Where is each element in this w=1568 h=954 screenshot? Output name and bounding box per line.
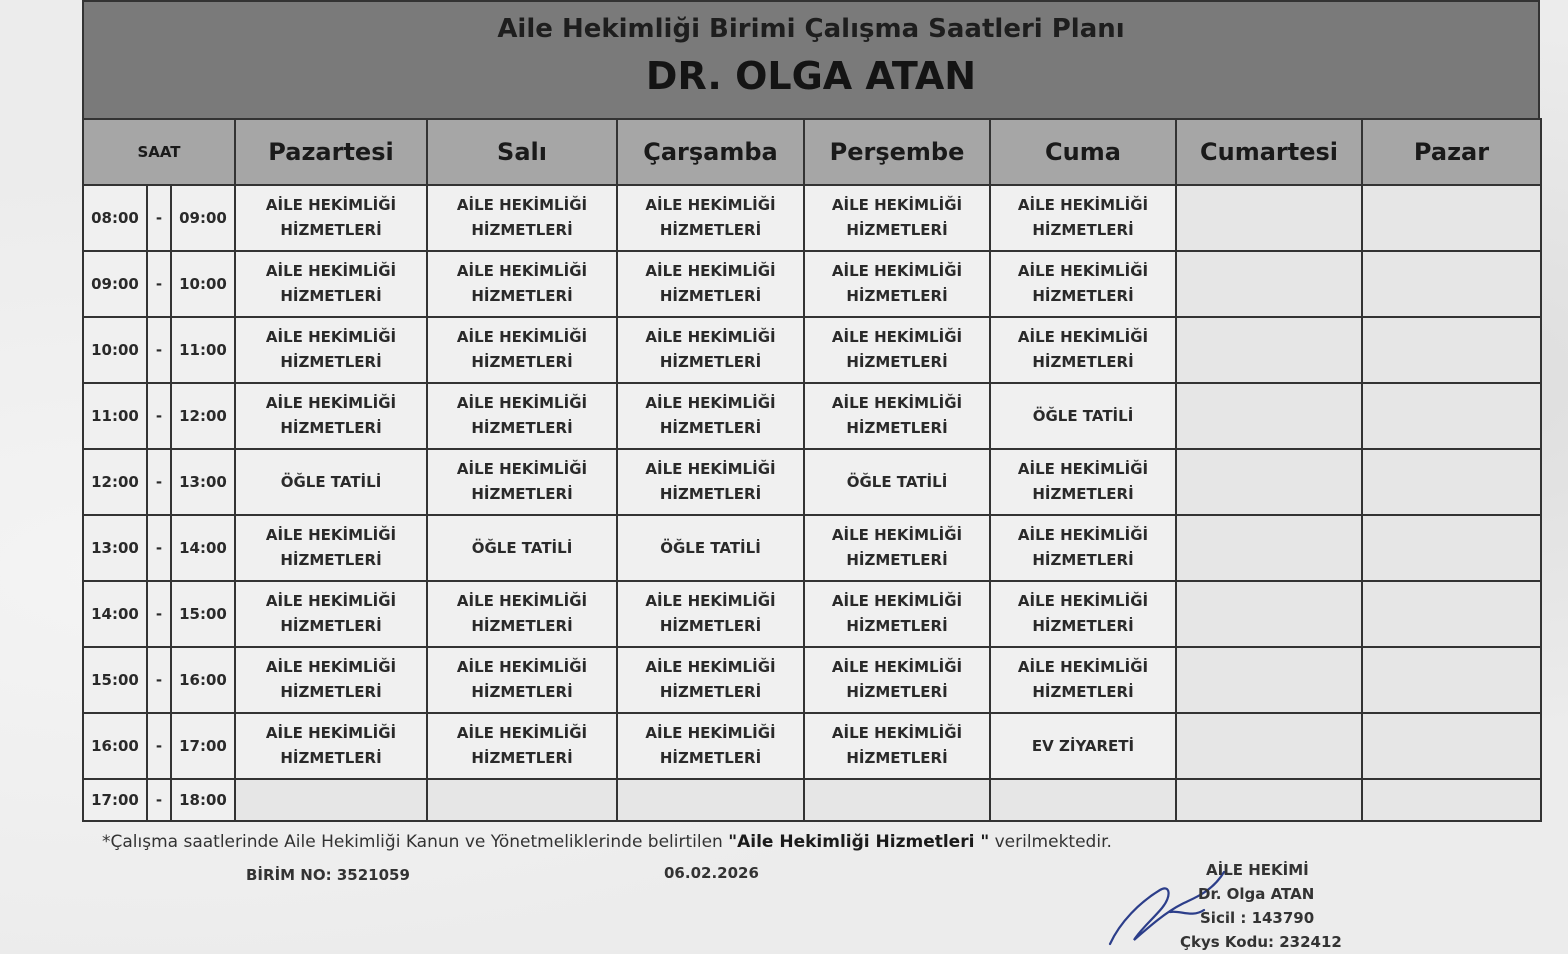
schedule-cell [1176,449,1362,515]
schedule-cell [990,779,1176,821]
schedule-cell [1176,251,1362,317]
time-dash-cell: - [147,515,171,581]
schedule-cell: AİLE HEKİMLİĞİ HİZMETLERİ [990,581,1176,647]
schedule-cell: AİLE HEKİMLİĞİ HİZMETLERİ [990,251,1176,317]
schedule-cell: AİLE HEKİMLİĞİ HİZMETLERİ [617,713,804,779]
schedule-title: Aile Hekimliği Birimi Çalışma Saatleri Planı [497,14,1125,44]
schedule-cell [1176,581,1362,647]
schedule-cell: AİLE HEKİMLİĞİ HİZMETLERİ [427,449,617,515]
schedule-cell: AİLE HEKİMLİĞİ HİZMETLERİ [804,317,990,383]
schedule-cell [1176,779,1362,821]
schedule-cell [1362,185,1541,251]
schedule-cell [1176,185,1362,251]
footnote-text: *Çalışma saatlerinde Aile Hekimliği Kanun ve Yönetmeliklerinde belirtilen [102,832,729,852]
schedule-cell: AİLE HEKİMLİĞİ HİZMETLERİ [235,251,427,317]
schedule-cell: AİLE HEKİMLİĞİ HİZMETLERİ [235,713,427,779]
column-header-day: Perşembe [804,119,990,185]
schedule-cell: AİLE HEKİMLİĞİ HİZMETLERİ [617,581,804,647]
schedule-cell [1176,317,1362,383]
schedule-cell [1362,251,1541,317]
table-header-row [83,119,1541,185]
stamp-line: Sicil : 143790 [1200,909,1315,927]
schedule-cell: AİLE HEKİMLİĞİ HİZMETLERİ [235,317,427,383]
schedule-cell [427,779,617,821]
schedule-cell [1362,779,1541,821]
time-start-cell: 13:00 [83,515,147,581]
schedule-cell: AİLE HEKİMLİĞİ HİZMETLERİ [804,251,990,317]
schedule-cell: AİLE HEKİMLİĞİ HİZMETLERİ [427,581,617,647]
column-header-day: Pazar [1362,119,1541,185]
table-row [83,647,1541,713]
schedule-cell: AİLE HEKİMLİĞİ HİZMETLERİ [990,185,1176,251]
schedule-cell: AİLE HEKİMLİĞİ HİZMETLERİ [804,647,990,713]
time-end-cell: 16:00 [171,647,235,713]
doctor-name: DR. OLGA ATAN [645,54,977,98]
schedule-cell [1362,713,1541,779]
schedule-cell [1176,383,1362,449]
schedule-cell: ÖĞLE TATİLİ [990,383,1176,449]
schedule-cell [1362,581,1541,647]
stamp-line: Çkys Kodu: 232412 [1180,933,1342,951]
time-dash-cell: - [147,647,171,713]
column-header-day: Salı [427,119,617,185]
column-header-saat: SAAT [83,119,235,185]
doctor-stamp [1180,858,1342,954]
time-dash-cell: - [147,713,171,779]
table-row [83,581,1541,647]
time-end-cell: 18:00 [171,779,235,821]
schedule-cell: AİLE HEKİMLİĞİ HİZMETLERİ [427,317,617,383]
time-start-cell: 10:00 [83,317,147,383]
table-row [83,515,1541,581]
schedule-cell: AİLE HEKİMLİĞİ HİZMETLERİ [617,647,804,713]
time-end-cell: 13:00 [171,449,235,515]
schedule-cell: ÖĞLE TATİLİ [427,515,617,581]
column-header-day: Pazartesi [235,119,427,185]
time-dash-cell: - [147,317,171,383]
document-date: 06.02.2026 [664,864,759,882]
time-start-cell: 12:00 [83,449,147,515]
time-start-cell: 15:00 [83,647,147,713]
schedule-cell: AİLE HEKİMLİĞİ HİZMETLERİ [617,251,804,317]
schedule-cell: ÖĞLE TATİLİ [235,449,427,515]
table-row [83,449,1541,515]
schedule-cell: AİLE HEKİMLİĞİ HİZMETLERİ [617,383,804,449]
time-dash-cell: - [147,779,171,821]
time-dash-cell: - [147,185,171,251]
schedule-table [82,118,1542,822]
schedule-cell [1176,515,1362,581]
schedule-cell: AİLE HEKİMLİĞİ HİZMETLERİ [617,449,804,515]
time-end-cell: 17:00 [171,713,235,779]
table-row [83,383,1541,449]
time-start-cell: 08:00 [83,185,147,251]
time-start-cell: 17:00 [83,779,147,821]
column-header-day: Cumartesi [1176,119,1362,185]
schedule-cell: AİLE HEKİMLİĞİ HİZMETLERİ [617,317,804,383]
schedule-cell: AİLE HEKİMLİĞİ HİZMETLERİ [235,383,427,449]
schedule-cell: AİLE HEKİMLİĞİ HİZMETLERİ [235,581,427,647]
footnote [102,832,1112,852]
footnote-text-end: verilmektedir. [989,832,1112,852]
table-row [83,779,1541,821]
footnote-emphasis: "Aile Hekimliği Hizmetleri " [728,832,990,852]
time-end-cell: 11:00 [171,317,235,383]
schedule-cell [1362,515,1541,581]
time-dash-cell: - [147,251,171,317]
schedule-cell: AİLE HEKİMLİĞİ HİZMETLERİ [235,647,427,713]
table-row [83,713,1541,779]
schedule-header [82,0,1540,120]
time-dash-cell: - [147,581,171,647]
schedule-cell: AİLE HEKİMLİĞİ HİZMETLERİ [990,317,1176,383]
schedule-cell: AİLE HEKİMLİĞİ HİZMETLERİ [990,449,1176,515]
column-header-day: Çarşamba [617,119,804,185]
schedule-cell: AİLE HEKİMLİĞİ HİZMETLERİ [617,185,804,251]
time-end-cell: 10:00 [171,251,235,317]
schedule-cell [1362,383,1541,449]
table-row [83,185,1541,251]
schedule-cell: AİLE HEKİMLİĞİ HİZMETLERİ [804,185,990,251]
schedule-body [83,185,1541,821]
time-start-cell: 14:00 [83,581,147,647]
schedule-cell: AİLE HEKİMLİĞİ HİZMETLERİ [235,515,427,581]
schedule-cell [1176,713,1362,779]
time-start-cell: 16:00 [83,713,147,779]
schedule-cell [1362,317,1541,383]
schedule-cell: AİLE HEKİMLİĞİ HİZMETLERİ [990,515,1176,581]
stamp-line: AİLE HEKİMİ [1206,861,1309,879]
schedule-cell [804,779,990,821]
time-dash-cell: - [147,383,171,449]
schedule-cell: AİLE HEKİMLİĞİ HİZMETLERİ [427,185,617,251]
schedule-cell: AİLE HEKİMLİĞİ HİZMETLERİ [804,713,990,779]
table-row [83,251,1541,317]
schedule-cell [1362,449,1541,515]
schedule-cell: AİLE HEKİMLİĞİ HİZMETLERİ [427,251,617,317]
time-end-cell: 09:00 [171,185,235,251]
table-row [83,317,1541,383]
schedule-cell: ÖĞLE TATİLİ [617,515,804,581]
schedule-cell: ÖĞLE TATİLİ [804,449,990,515]
schedule-cell: AİLE HEKİMLİĞİ HİZMETLERİ [427,647,617,713]
schedule-cell: AİLE HEKİMLİĞİ HİZMETLERİ [804,383,990,449]
time-dash-cell: - [147,449,171,515]
schedule-cell [235,779,427,821]
schedule-cell: AİLE HEKİMLİĞİ HİZMETLERİ [427,383,617,449]
time-end-cell: 12:00 [171,383,235,449]
stamp-line: Dr. Olga ATAN [1198,885,1315,903]
column-header-day: Cuma [990,119,1176,185]
schedule-cell: AİLE HEKİMLİĞİ HİZMETLERİ [990,647,1176,713]
schedule-cell [1362,647,1541,713]
schedule-cell [1176,647,1362,713]
schedule-cell [617,779,804,821]
schedule-cell: AİLE HEKİMLİĞİ HİZMETLERİ [804,515,990,581]
schedule-cell: EV ZİYARETİ [990,713,1176,779]
time-start-cell: 11:00 [83,383,147,449]
schedule-cell: AİLE HEKİMLİĞİ HİZMETLERİ [804,581,990,647]
schedule-cell: AİLE HEKİMLİĞİ HİZMETLERİ [235,185,427,251]
time-end-cell: 14:00 [171,515,235,581]
time-end-cell: 15:00 [171,581,235,647]
time-start-cell: 09:00 [83,251,147,317]
schedule-cell: AİLE HEKİMLİĞİ HİZMETLERİ [427,713,617,779]
unit-number: BİRİM NO: 3521059 [246,866,410,884]
